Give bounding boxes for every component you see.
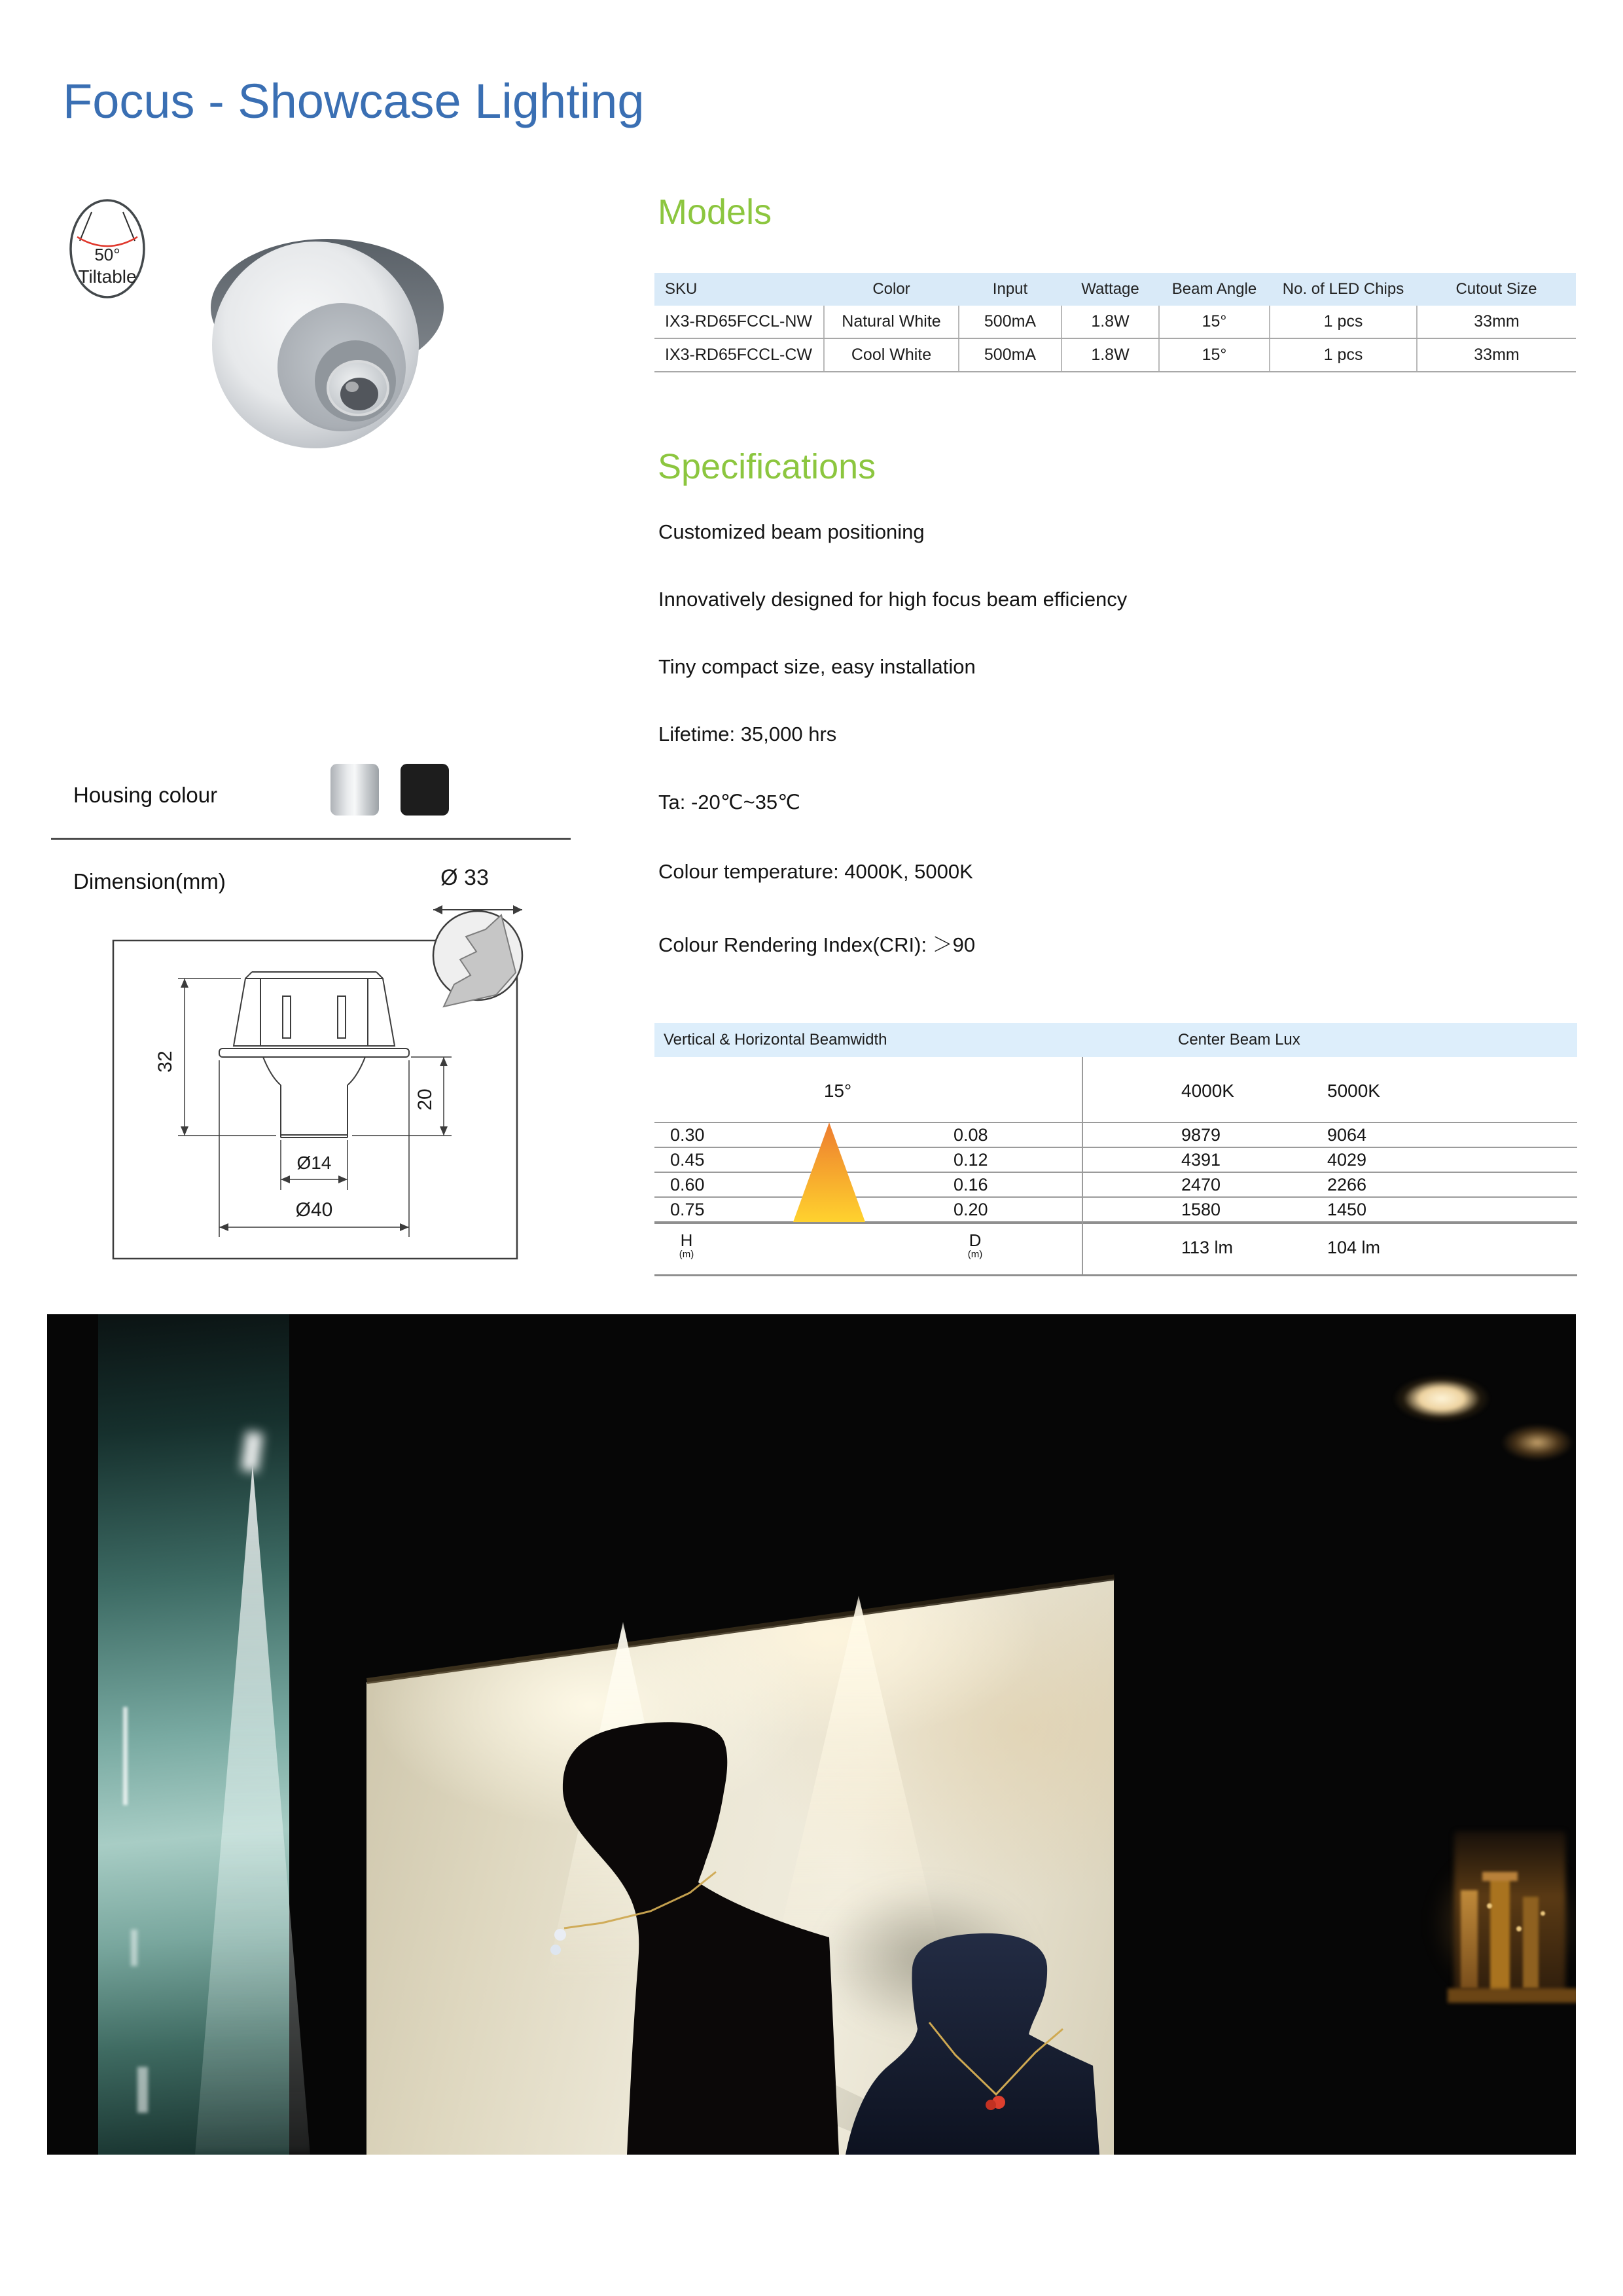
- table-row: [654, 306, 1576, 338]
- col-input: Input: [959, 273, 1061, 306]
- spec-beam-efficiency: Innovatively designed for high focus beam efficiency: [658, 588, 1128, 611]
- badge-label: Tiltable: [78, 266, 137, 287]
- section-divider: [51, 838, 571, 840]
- lux-4000k-value: 2470: [1181, 1175, 1221, 1194]
- d-value: 0.20: [954, 1200, 988, 1219]
- lux-4000k-value: 4391: [1181, 1150, 1221, 1170]
- input-value: 500mA: [959, 306, 1061, 338]
- ceiling-spotlight: [1501, 1424, 1573, 1461]
- col-sku: SKU: [654, 273, 824, 306]
- beamwidth-header: Vertical & Horizontal Beamwidth: [664, 1031, 887, 1049]
- display-base: [1448, 1988, 1576, 2003]
- col-led-chips: No. of LED Chips: [1270, 273, 1417, 306]
- fixture-lens: [340, 378, 378, 410]
- lux-4000k-value: 1580: [1181, 1200, 1221, 1219]
- lux-header: Center Beam Lux: [1178, 1031, 1300, 1049]
- glint: [131, 1929, 137, 1966]
- h-axis-label: H: [680, 1230, 693, 1250]
- wattage-value: 1.8W: [1061, 306, 1159, 338]
- dimension-label: Dimension(mm): [73, 869, 226, 893]
- spec-cri: Colour Rendering Index(CRI): ＞90: [658, 933, 976, 956]
- spec-compact-size: Tiny compact size, easy installation: [658, 655, 976, 678]
- cct-5000k: 5000K: [1327, 1081, 1380, 1101]
- spec-lifetime: Lifetime: 35,000 hrs: [658, 723, 837, 745]
- h-value: 0.60: [670, 1175, 705, 1194]
- d-axis-label: D: [969, 1230, 982, 1250]
- models-heading: Models: [658, 192, 772, 232]
- d-value: 0.08: [954, 1125, 988, 1145]
- glint: [137, 2067, 148, 2113]
- lux-5000k-value: 9064: [1327, 1125, 1367, 1145]
- led-chips-value: 1 pcs: [1270, 306, 1417, 338]
- pendant-white: [554, 1929, 566, 1941]
- tiltable-badge-icon: [64, 195, 152, 303]
- h-value: 0.45: [670, 1150, 705, 1170]
- dim-cutout-label: Ø 33: [440, 865, 489, 890]
- dim-tube-label: Ø14: [296, 1153, 332, 1173]
- d-value: 0.12: [954, 1150, 988, 1170]
- ceiling-spotlight: [1393, 1374, 1491, 1423]
- h-value: 0.30: [670, 1125, 705, 1145]
- jewellery-bust-large: [499, 1707, 865, 2155]
- housing-colour-label: Housing colour: [73, 783, 218, 807]
- jewellery-sparkle: [1541, 1911, 1545, 1916]
- dim-flange-label: Ø40: [295, 1199, 333, 1221]
- cutout-value: 33mm: [1417, 338, 1576, 372]
- led-chips-value: 1 pcs: [1270, 338, 1417, 372]
- models-header-row: [654, 273, 1576, 306]
- lux-5000k-value: 1450: [1327, 1200, 1367, 1219]
- jewellery-sparkle: [1487, 1903, 1492, 1909]
- color-value: Cool White: [824, 338, 959, 372]
- jewellery-sparkle: [1516, 1926, 1522, 1931]
- jewellery-bust-small: [839, 1929, 1127, 2155]
- beam-angle-value: 15°: [1159, 306, 1270, 338]
- table-bottom-border: [654, 1274, 1577, 1276]
- spec-colour-temp: Colour temperature: 4000K, 5000K: [658, 860, 973, 883]
- col-cutout: Cutout Size: [1417, 273, 1576, 306]
- cct-4000k: 4000K: [1181, 1081, 1234, 1101]
- beam-angle-value: 15°: [1159, 338, 1270, 372]
- col-wattage: Wattage: [1061, 273, 1159, 306]
- jewellery-stand: [1461, 1890, 1478, 1988]
- jewellery-stand: [1523, 1897, 1539, 1988]
- cutout-value: 33mm: [1417, 306, 1576, 338]
- h-axis-unit: (m): [679, 1249, 694, 1260]
- h-value: 0.75: [670, 1200, 705, 1219]
- sku-value: IX3-RD65FCCL-NW: [654, 306, 824, 338]
- d-value: 0.16: [954, 1175, 988, 1194]
- lux-4000k-value: 9879: [1181, 1125, 1221, 1145]
- product-photo: [164, 232, 471, 461]
- dimension-drawing: [111, 844, 582, 1276]
- column-divider: [1082, 1057, 1083, 1274]
- flux-5000k: 104 lm: [1327, 1238, 1381, 1257]
- table-row: [654, 338, 1576, 372]
- beam-cone-icon: [787, 1121, 872, 1224]
- models-table: [654, 273, 1576, 372]
- showcase-photo: [47, 1314, 1576, 2155]
- wattage-value: 1.8W: [1061, 338, 1159, 372]
- flux-4000k: 113 lm: [1181, 1238, 1234, 1257]
- page-title: Focus - Showcase Lighting: [63, 74, 645, 128]
- beam-angle-subheader: 15°: [823, 1081, 852, 1101]
- col-beam-angle: Beam Angle: [1159, 273, 1270, 306]
- glint: [123, 1707, 128, 1805]
- dim-body-height-label: 20: [414, 1088, 436, 1111]
- spec-beam-positioning: Customized beam positioning: [658, 520, 925, 543]
- color-value: Natural White: [824, 306, 959, 338]
- col-color: Color: [824, 273, 959, 306]
- dim-height-label: 32: [154, 1050, 176, 1073]
- jewellery-stand: [1482, 1872, 1518, 1881]
- lux-5000k-value: 2266: [1327, 1175, 1367, 1194]
- photometrics-table: [654, 1023, 1577, 1277]
- spec-ambient-temp: Ta: -20℃~35℃: [658, 791, 800, 814]
- jewellery-stand: [1490, 1877, 1510, 1992]
- input-value: 500mA: [959, 338, 1061, 372]
- housing-swatch-black: [401, 764, 449, 816]
- housing-swatch-silver: [330, 764, 379, 816]
- d-axis-unit: (m): [967, 1249, 983, 1260]
- lux-5000k-value: 4029: [1327, 1150, 1367, 1170]
- badge-angle: 50°: [94, 245, 120, 264]
- specifications-heading: Specifications: [658, 447, 876, 486]
- sku-value: IX3-RD65FCCL-CW: [654, 338, 824, 372]
